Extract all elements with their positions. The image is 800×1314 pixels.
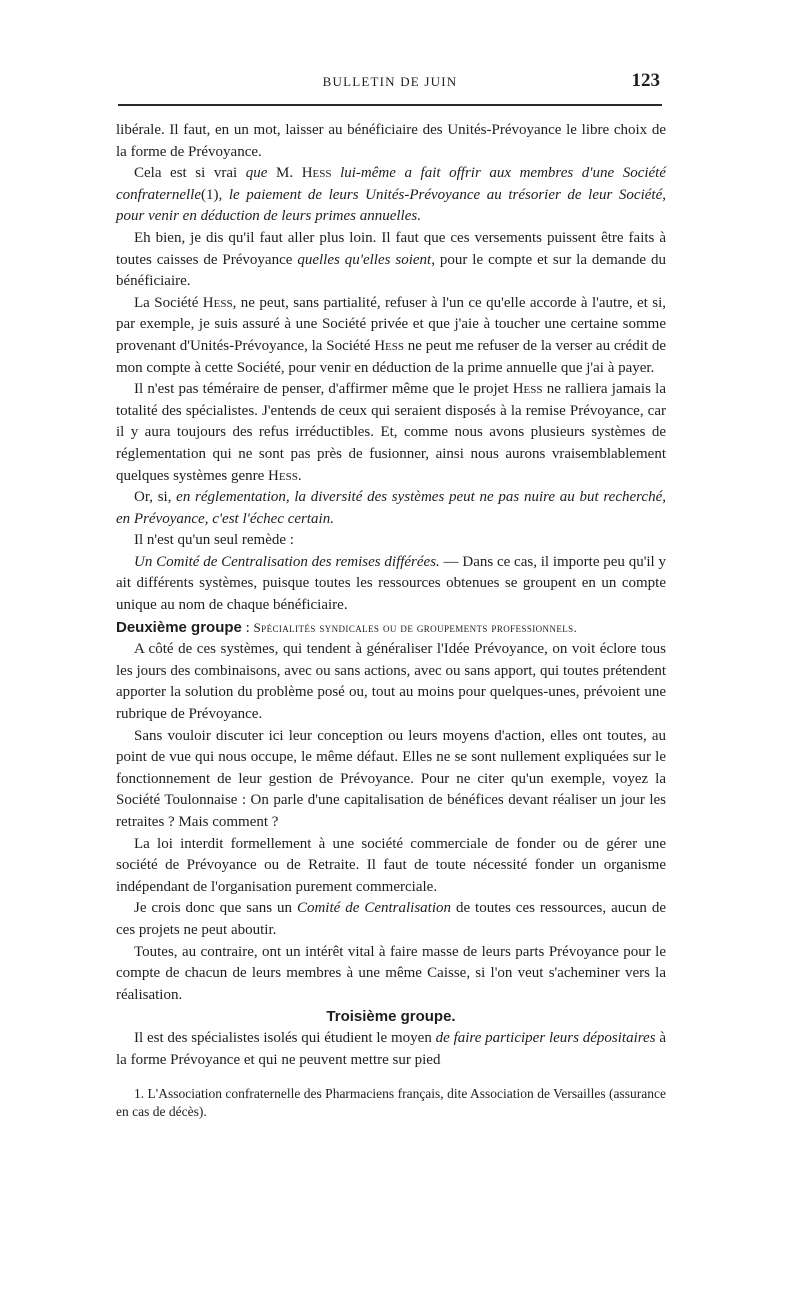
paragraph-2: Cela est si vrai que M. Hess lui-même a fait offrir aux membres d'une Société confraternelle(1), le paiement de leurs Unités-Prévoyance au trésorier de leur Société, pour venir en déduction de leurs primes annuelles. — [116, 165, 667, 225]
footnote — [116, 1085, 666, 1121]
header-rule — [118, 104, 662, 106]
paragraph-1: libérale. Il faut, en un mot, laisser au bénéficiaire des Unités-Prévoyance le libre choix de la forme de Prévoyance. — [116, 122, 666, 160]
paragraph-8: Un Comité de Centralisation des remises différées. — Dans ce cas, il importe peu qu'il y ait différents systèmes, puisque toutes les ressources obtenues se groupent en un compte unique au nom de chaque bénéficiaire. — [116, 553, 667, 614]
paragraph-4: La Société Hess, ne peut, sans partialité, refuser à l'un ce qu'elle accorde à l'autre, et si, par exemple, je suis assuré à une Société privée et que j'aie à toucher une certaine somme provenant d'Unités-Prévoyance, la Société Hess ne peut me refuser de la verser au crédit de mon compte à cette Société, pour venir en déduction de la prime annuelle que j'ai à payer. — [116, 294, 666, 376]
body-text — [116, 120, 666, 1121]
paragraph-12: Je crois donc que sans un Comité de Centralisation de toutes ces ressources, aucun de ces projets ne peut aboutir. — [116, 900, 666, 938]
paragraph-9: A côté de ces systèmes, qui tendent à généraliser l'Idée Prévoyance, on voit éclore tous les jours des combinaisons, avec ou sans actions, avec ou sans apport, qui toutes prétendent apporter la solution du problème posé ou, tout au moins pour quelques-unes, prévoient une rubrique de Prévoyance. — [116, 641, 666, 723]
page-number: 123 — [631, 70, 660, 91]
paragraph-5: Il n'est pas téméraire de penser, d'affirmer même que le projet Hess ne ralliera jamais la totalité des spécialistes. J'entends de ceux qui seraient disposés à la remise Prévoyance, car il y aura toujours des refus irréductibles. Et, comme nous avons plusieurs systèmes de réglementation qui ne sont pas près de fusionner, ainsi nous aurons vraisemblablement quelques systèmes genre Hess. — [116, 381, 666, 484]
paragraph-11: La loi interdit formellement à une société commerciale de fonder ou de gérer une société de Prévoyance ou de Retraite. Il faut de toute nécessité fonder un organisme indépendant de l'organisation purement commerciale. — [116, 835, 666, 895]
paragraph-6: Or, si, en réglementation, la diversité des systèmes peut ne pas nuire au but recherché, en Prévoyance, c'est l'échec certain. — [116, 489, 666, 527]
footnote-1: 1. L'Association confraternelle des Pharmaciens français, dite Association de Versailles (assurance en cas de décès). — [116, 1086, 666, 1120]
section-heading-troisieme-groupe: Troisième groupe. — [326, 1008, 456, 1026]
paragraph-13: Toutes, au contraire, ont un intérêt vital à faire masse de leurs parts Prévoyance pour le compte de chacun de leurs membres à une même Caisse, si l'on veut s'acheminer vers la réalisation. — [116, 943, 666, 1003]
paragraph-3: Eh bien, je dis qu'il faut aller plus loin. Il faut que ces versements puissent être faits à toutes caisses de Prévoyance quelles qu'elles soient, pour le compte et sur la demande du bénéficiaire. — [116, 229, 666, 290]
paragraph-10: Sans vouloir discuter ici leur conception ou leurs moyens d'action, elles ont toutes, au point de vue qui nous occupe, le même défaut. Elles ne se sont nullement expliquées sur le fonctionnement de leur gestion de Prévoyance. Pour ne citer qu'un exemple, voyez la Société Toulonnaise : On parle d'une capitalisation de bénéfices devant réaliser un jour les retraites ? Mais comment ? — [116, 727, 666, 830]
running-title: BULLETIN DE JUIN — [322, 74, 458, 89]
footnote-ref: (1) — [200, 186, 219, 203]
section-heading-deuxieme-groupe: Deuxième groupe : Spécialités syndicales ou de groupements professionnels. — [116, 618, 578, 636]
paragraph-14: Il est des spécialistes isolés qui étudient le moyen de faire participer leurs dépositaires à la forme Prévoyance et qui ne peuvent mettre sur pied — [116, 1029, 667, 1068]
page-header — [118, 70, 662, 96]
paragraph-7: Il n'est qu'un seul remède : — [134, 532, 294, 549]
